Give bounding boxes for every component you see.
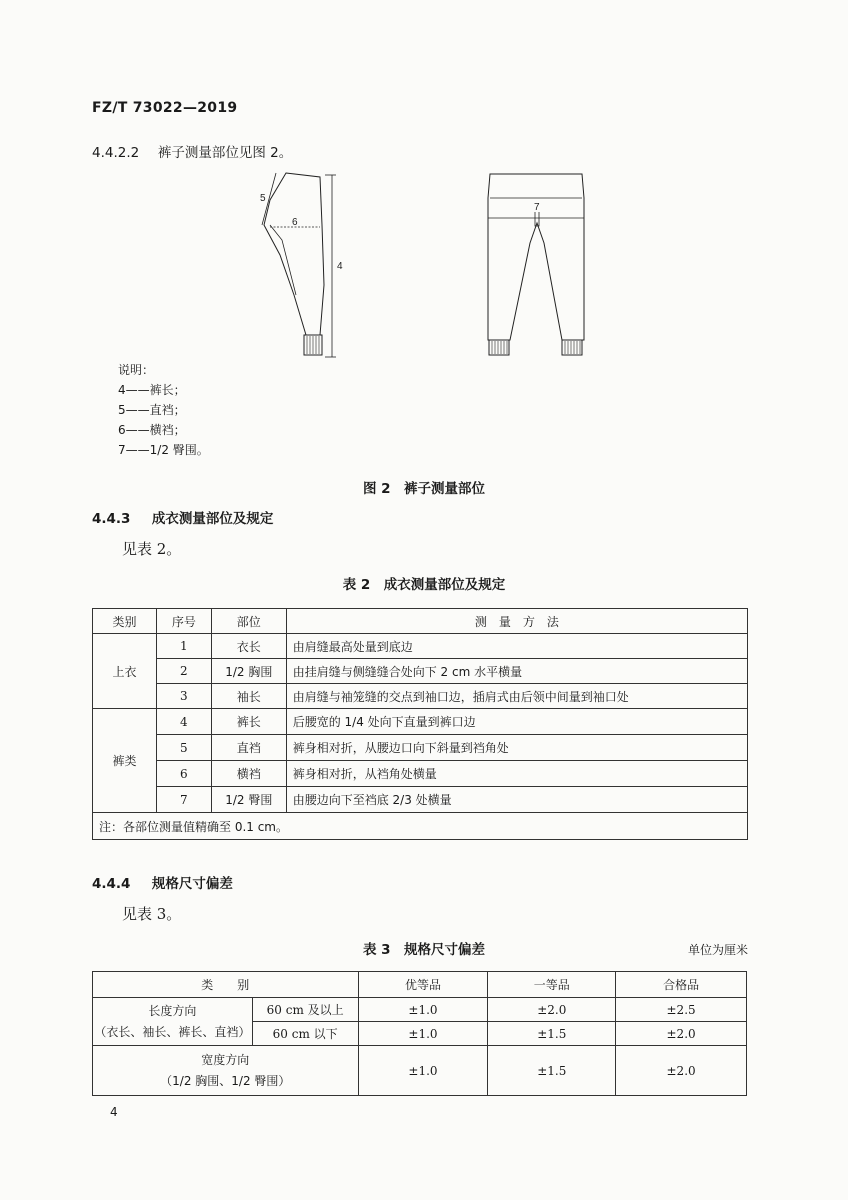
trousers-front-outline bbox=[488, 174, 584, 340]
row-method: 由挂肩缝与侧缝缝合处向下 2 cm 水平横量 bbox=[286, 659, 747, 684]
table-row bbox=[93, 659, 748, 684]
section-number: 4.4.4 bbox=[92, 876, 131, 892]
table-note: 注：各部位测量值精确至 0.1 cm。 bbox=[93, 813, 748, 840]
row-first: ±1.5 bbox=[488, 1046, 616, 1096]
section-text: 裤子测量部位见图 2。 bbox=[157, 145, 293, 161]
trousers-front-view-figure bbox=[484, 168, 589, 360]
length-label-line1: 长度方向 bbox=[148, 1003, 197, 1018]
table-row bbox=[93, 787, 748, 813]
section-4-4-3-body: 见表 2。 bbox=[122, 540, 182, 558]
table-row bbox=[93, 634, 748, 659]
table3-caption: 表 3 规格尺寸偏差 bbox=[362, 942, 486, 958]
header-method: 测 量 方 法 bbox=[286, 609, 747, 634]
measure-label-5: 5 bbox=[260, 193, 266, 204]
table-row bbox=[93, 709, 748, 735]
group-label-pants: 裤类 bbox=[93, 709, 157, 813]
width-label-line1: 宽度方向 bbox=[201, 1052, 250, 1067]
row-method: 裤身相对折，从腰边口向下斜量到裆角处 bbox=[286, 735, 747, 761]
row-no: 7 bbox=[156, 787, 211, 813]
section-number: 4.4.3 bbox=[92, 511, 131, 527]
legend-item: 6——横裆； bbox=[118, 423, 186, 437]
table2-caption: 表 2 成衣测量部位及规定 bbox=[342, 577, 506, 593]
figure-caption: 图 2 裤子测量部位 bbox=[362, 481, 486, 497]
row-method: 裤身相对折，从裆角处横量 bbox=[286, 761, 747, 787]
section-4-4-4-heading bbox=[92, 872, 233, 892]
row-sub: 60 cm 及以上 bbox=[252, 998, 358, 1022]
legend-title: 说明： bbox=[118, 363, 155, 377]
section-number: 4.4.2.2 bbox=[92, 145, 140, 161]
row-sub: 60 cm 以下 bbox=[252, 1022, 358, 1046]
row-part: 袖长 bbox=[211, 684, 286, 709]
header-category: 类别 bbox=[93, 609, 157, 634]
standard-number: FZ/T 73022—2019 bbox=[92, 100, 238, 116]
legend-item: 4——裤长； bbox=[118, 383, 186, 397]
row-no: 3 bbox=[156, 684, 211, 709]
row-part: 横裆 bbox=[211, 761, 286, 787]
measure-label-4: 4 bbox=[337, 261, 343, 272]
length-label-line2: （衣长、袖长、裤长、直裆） bbox=[94, 1024, 251, 1039]
table-header-row bbox=[93, 609, 748, 634]
header-no: 序号 bbox=[156, 609, 211, 634]
header-grade-superior: 优等品 bbox=[358, 972, 488, 998]
row-part: 直裆 bbox=[211, 735, 286, 761]
row-superior: ±1.0 bbox=[358, 1046, 488, 1096]
legend-item: 7——1/2 臀围。 bbox=[118, 443, 209, 457]
page-number: 4 bbox=[110, 1105, 118, 1119]
length-direction-label bbox=[93, 998, 253, 1046]
row-qualified: ±2.5 bbox=[616, 998, 747, 1022]
section-4-4-4-body: 见表 3。 bbox=[122, 905, 182, 923]
group-label-top: 上衣 bbox=[93, 634, 157, 709]
table-2 bbox=[92, 608, 748, 840]
width-label-line2: （1/2 胸围、1/2 臀围） bbox=[160, 1073, 291, 1088]
table-row bbox=[93, 1046, 747, 1096]
section-4-4-2-2 bbox=[92, 141, 292, 161]
table-header-row bbox=[93, 972, 747, 998]
table-3 bbox=[92, 971, 747, 1096]
row-first: ±2.0 bbox=[488, 998, 616, 1022]
row-part: 1/2 胸围 bbox=[211, 659, 286, 684]
section-4-4-3-heading bbox=[92, 507, 273, 527]
header-grade-qualified: 合格品 bbox=[616, 972, 747, 998]
measure-label-6: 6 bbox=[292, 217, 298, 228]
section-title: 成衣测量部位及规定 bbox=[151, 511, 274, 527]
row-superior: ±1.0 bbox=[358, 1022, 488, 1046]
section-title: 规格尺寸偏差 bbox=[151, 876, 233, 892]
trousers-side-outline bbox=[264, 173, 324, 335]
row-part: 衣长 bbox=[211, 634, 286, 659]
width-direction-label bbox=[93, 1046, 359, 1096]
row-part: 1/2 臀围 bbox=[211, 787, 286, 813]
row-first: ±1.5 bbox=[488, 1022, 616, 1046]
row-method: 后腰宽的 1/4 处向下直量到裤口边 bbox=[286, 709, 747, 735]
row-superior: ±1.0 bbox=[358, 998, 488, 1022]
row-no: 4 bbox=[156, 709, 211, 735]
row-qualified: ±2.0 bbox=[616, 1022, 747, 1046]
row-no: 6 bbox=[156, 761, 211, 787]
row-method: 由肩缝与袖笼缝的交点到袖口边，插肩式由后领中间量到袖口处 bbox=[286, 684, 747, 709]
table-row bbox=[93, 998, 747, 1022]
row-no: 2 bbox=[156, 659, 211, 684]
row-no: 1 bbox=[156, 634, 211, 659]
table-row bbox=[93, 684, 748, 709]
figure-legend bbox=[118, 360, 209, 460]
table-row bbox=[93, 761, 748, 787]
row-qualified: ±2.0 bbox=[616, 1046, 747, 1096]
row-part: 裤长 bbox=[211, 709, 286, 735]
row-method: 由腰边向下至裆底 2/3 处横量 bbox=[286, 787, 747, 813]
row-no: 5 bbox=[156, 735, 211, 761]
row-method: 由肩缝最高处量到底边 bbox=[286, 634, 747, 659]
measure-label-7: 7 bbox=[534, 202, 540, 213]
legend-item: 5——直裆； bbox=[118, 403, 186, 417]
header-part: 部位 bbox=[211, 609, 286, 634]
trousers-side-view-figure bbox=[250, 165, 360, 360]
header-category: 类 别 bbox=[93, 972, 359, 998]
table-note-row bbox=[93, 813, 748, 840]
header-grade-first: 一等品 bbox=[488, 972, 616, 998]
table-row bbox=[93, 735, 748, 761]
table3-unit: 单位为厘米 bbox=[687, 943, 748, 957]
